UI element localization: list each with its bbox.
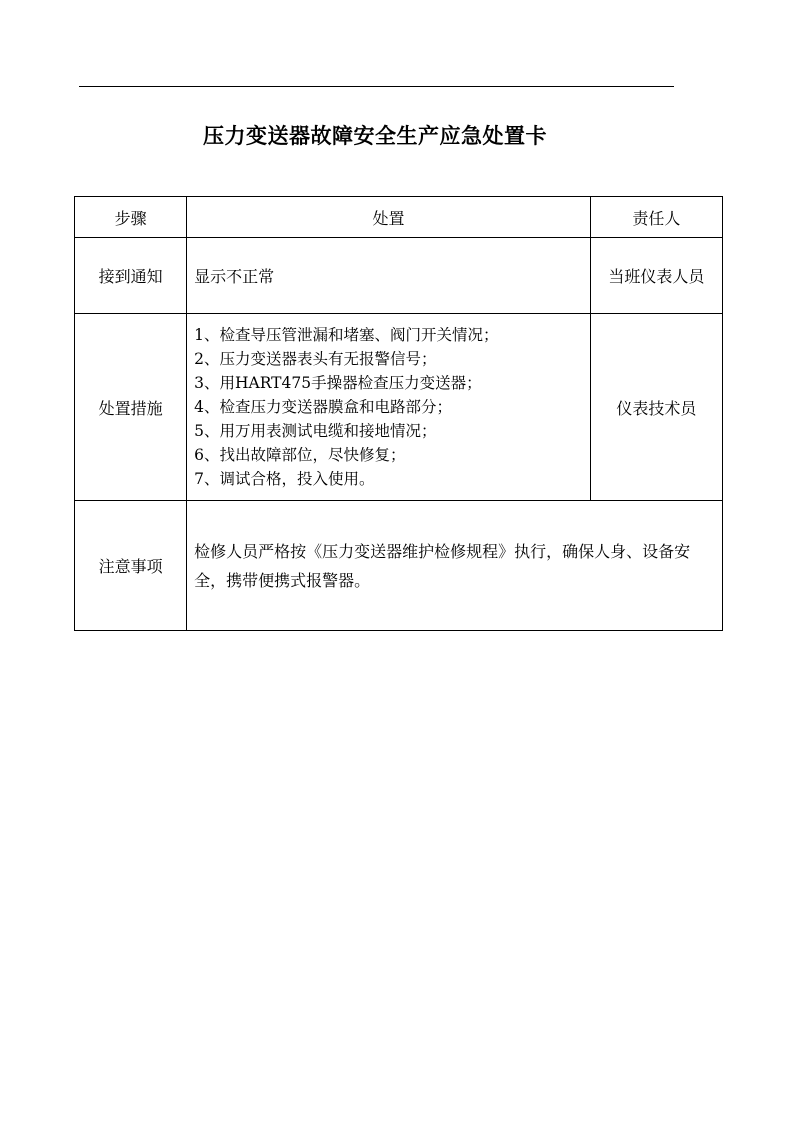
measure-item: 7、调试合格，投入使用。 (194, 470, 375, 488)
measure-item: 2、压力变送器表头有无报警信号； (194, 350, 437, 368)
table-header-row (75, 197, 723, 238)
notice-owner: 当班仪表人员 (590, 238, 722, 314)
measure-item: 1、检查导压管泄漏和堵塞、阀门开关情况； (194, 326, 499, 344)
header-action: 处置 (187, 197, 591, 238)
header-owner: 责任人 (590, 197, 722, 238)
notice-step: 接到通知 (75, 238, 187, 314)
table-row-notice (75, 238, 723, 314)
measure-item: 6、找出故障部位，尽快修复； (194, 446, 406, 464)
page-title: 压力变送器故障安全生产应急处置卡 (203, 123, 547, 148)
notes-text: 检修人员严格按《压力变送器维护检修规程》执行，确保人身、设备安全，携带便携式报警器。 (187, 501, 723, 631)
measure-item: 4、检查压力变送器膜盒和电路部分； (194, 398, 453, 416)
measure-item: 3、用HART475手操器检查压力变送器； (194, 374, 482, 392)
measures-list (187, 314, 591, 501)
table-row-measures (75, 314, 723, 501)
header-rule (79, 86, 674, 87)
measures-step: 处置措施 (75, 314, 187, 501)
table-row-notes (75, 501, 723, 631)
header-step: 步骤 (75, 197, 187, 238)
emergency-card-table (74, 196, 723, 631)
measures-owner: 仪表技术员 (590, 314, 722, 501)
measure-item: 5、用万用表测试电缆和接地情况； (194, 422, 437, 440)
notice-action: 显示不正常 (187, 238, 591, 314)
notes-step: 注意事项 (75, 501, 187, 631)
